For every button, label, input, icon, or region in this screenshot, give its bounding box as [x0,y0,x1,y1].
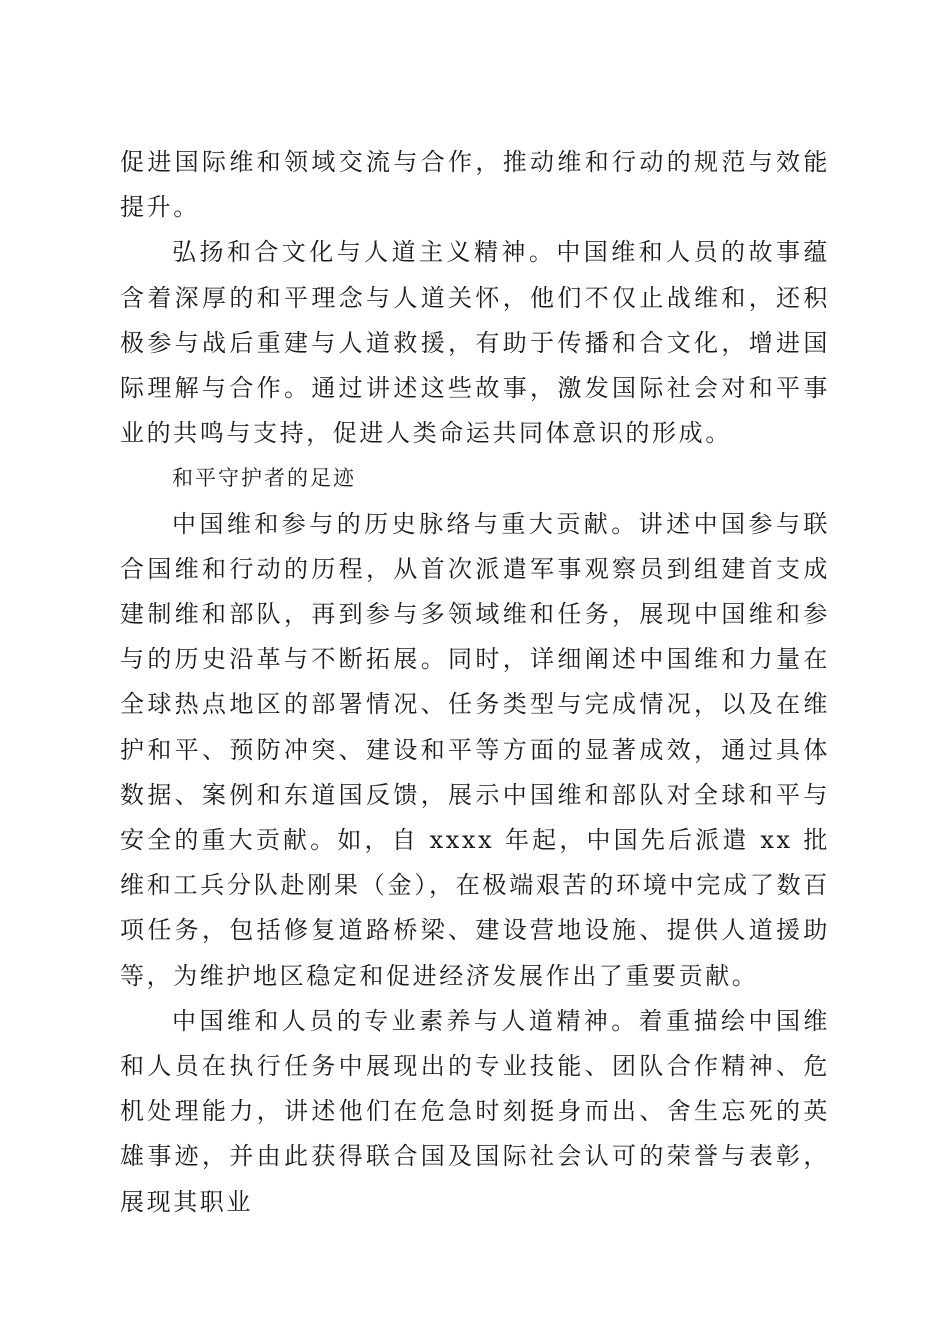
section-heading: 和平守护者的足迹 [172,466,356,491]
paragraph-culture-humanitarianism: 弘扬和合文化与人道主义精神。中国维和人员的故事蕴含着深厚的和平理念与人道关怀，他们不仅止战维和，还积极参与战后重建与人道救援，有助于传播和合文化，增进国际理解与合作。通过讲述这些故事，激发国际社会对和平事业的共鸣与支持，促进人类命运共同体意识的形成。 [120,238,830,448]
document-body [120,140,830,1225]
paragraph-history-contribution: 中国维和参与的历史脉络与重大贡献。讲述中国参与联合国维和行动的历程，从首次派遣军事观察员到组建首支成建制维和部队，再到参与多领域维和任务，展现中国维和参与的历史沿革与不断拓展。同时，详细阐述中国维和力量在全球热点地区的部署情况、任务类型与完成情况，以及在维护和平、预防冲突、建设和平等方面的显著成效，通过具体数据、案例和东道国反馈，展示中国维和部队对全球和平与安全的重大贡献。如，自 xxxx 年起，中国先后派遣 xx 批维和工兵分队赴刚果（金），在极端艰苦的环境中完成了数百项任务，包括修复道路桥梁、建设营地设施、提供人道援助等，为维护地区稳定和促进经济发展作出了重要贡献。 [120,509,830,990]
paragraph-continuation: 促进国际维和领域交流与合作，推动维和行动的规范与效能提升。 [120,148,830,222]
paragraph-professionalism: 中国维和人员的专业素养与人道精神。着重描绘中国维和人员在执行任务中展现出的专业技能、团队合作精神、危机处理能力，讲述他们在危急时刻挺身而出、舍生忘死的英雄事迹，并由此获得联合国及国际社会认可的荣誉与表彰，展现其职业 [120,1006,830,1216]
